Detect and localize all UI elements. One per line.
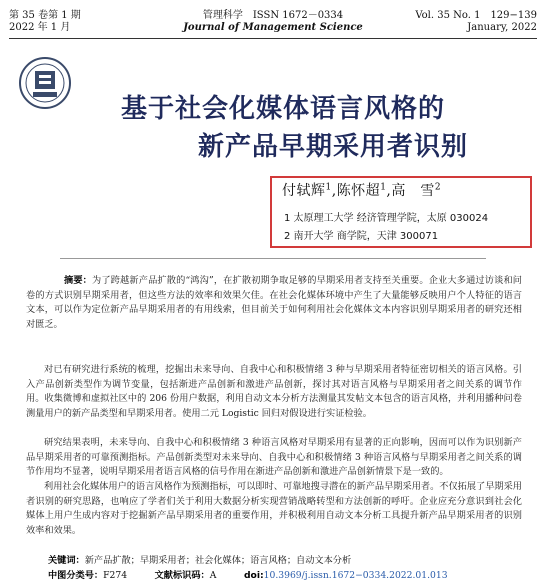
affiliation-1: 1 太原理工大学 经济管理学院，太原 030024 [284, 213, 489, 224]
author-separator: , [331, 183, 337, 199]
abstract-paragraph-1 [26, 274, 522, 332]
doi-link[interactable]: 10.3969/j.issn.1672−0334.2022.01.013 [263, 570, 448, 581]
journal-volume-pages [415, 10, 537, 34]
journal-name-english: Journal of Management Science [183, 22, 363, 33]
classification-line [48, 567, 448, 581]
abstract-paragraph-4: 利用社会化媒体用户的语言风格作为预测指标，可以即时、可靠地搜寻潜在的新产品早期采用者。不仅拓展了早期采用者识别的研究思路，也响应了学者们关于利用大数据分析实现营销战略转型和方法创新的呼吁。企业应充分意识到社会化媒体上用户生成内容对于挖掘新产品早期采用者的重要作用，并积极利用自动文本分析工具提升新产品早期采用者的识别效率和效果。 [26, 481, 522, 536]
abstract-label: 摘要： [64, 275, 93, 286]
issue-date: 2022 年 1 月 [9, 22, 71, 33]
author-name: 高 雪 [391, 183, 435, 199]
affiliation-2: 2 南开大学 商学院，天津 300071 [284, 231, 439, 242]
keywords-text: 新产品扩散；早期采用者；社会化媒体；语言风格；自动文本分析 [84, 555, 352, 566]
paper-title-line2: 新产品早期采用者识别 [197, 132, 468, 162]
author-name: 付轼辉 [282, 183, 326, 199]
keywords [48, 552, 351, 566]
clc-label: 中图分类号： [48, 570, 104, 581]
journal-name-issn: 管理科学 ISSN 1672－0334 [202, 10, 344, 21]
author-affiliation-mark: 1 [325, 182, 332, 193]
doc-code-label: 文献标识码： [154, 570, 210, 581]
author-name: 陈怀超 [336, 183, 381, 199]
doc-code-value: A [209, 570, 217, 581]
volume-pages: Vol. 35 No. 1 129−139 [415, 10, 537, 21]
abstract-paragraph-2: 对已有研究进行系统的梳理，挖掘出未来导向、自我中心和积极情绪 3 种与早期采用者特征密切相关的语言风格。引入产品创新类型作为调节变量，包括渐进产品创新和激进产品创新，探讨其对语言风格与早期采用者之间关系的调节作用。收集微博和虚拟社区中的 206 份用户数据，利用自动文本分析方法测量其发帖文本包含的语言风格，并利用播种问卷测量用户的新产品类型和早期采用者。使用二元 Logistic 回归对假设进行实证检验。 [26, 364, 522, 419]
clc-value: F274 [103, 570, 128, 581]
keywords-label: 关键词： [48, 555, 85, 566]
section-divider [60, 258, 486, 259]
header-rule [9, 38, 537, 39]
author-affiliation-mark: 2 [434, 182, 442, 193]
abstract-paragraph-3: 研究结果表明，未来导向、自我中心和积极情绪 3 种语言风格对早期采用有显著的正向影响，因而可以作为识别新产品早期采用者的可靠预测指标。产品创新类型对未来导向、自我中心和积极情绪 3 种语言风格与早期采用者之间关系的调节作用均不显著，说明早期采用者语言风格的信号作用在渐进产品创新和激进产品创新情景下是一致的。 [26, 437, 522, 478]
author-separator: , [386, 183, 392, 199]
issue-month: January, 2022 [467, 22, 537, 33]
abstract-text: 为了跨越新产品扩散的“鸿沟”，在扩散初期争取足够的早期采用者支持至关重要。企业大多通过访谈和问卷的方式识别早期采用者，但这些方法的效率和效果欠佳。在社会化媒体环境中产生了大量能够反映用户个人特征的语言文本，可以作为定位新产品早期采用者的有用线索，但目前关于如何利用社会化媒体文本内容识别早期采用者的研究还相对匮乏。 [26, 275, 522, 330]
paper-title-line1: 基于社会化媒体语言风格的 [120, 94, 445, 124]
volume-issue: 第 35 卷第 1 期 [9, 10, 81, 21]
doi-label: doi: [243, 570, 264, 581]
authors [282, 180, 441, 200]
author-affiliation-mark: 1 [380, 182, 387, 193]
